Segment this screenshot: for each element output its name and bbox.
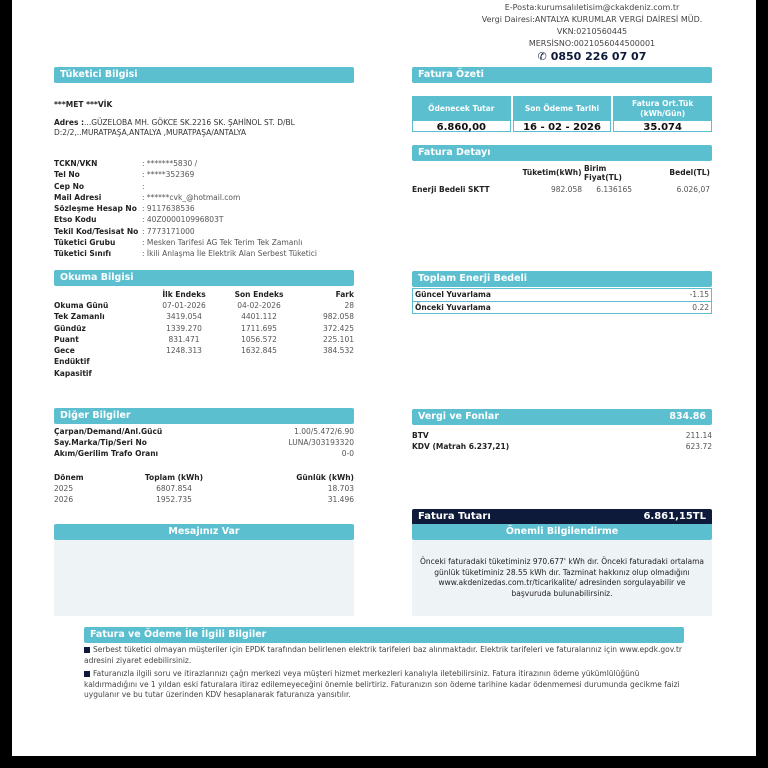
reading-last-index: 1711.695	[241, 323, 277, 333]
consumer-field-value: : 7773171000	[142, 226, 195, 236]
other-row-value: 0-0	[341, 449, 354, 458]
reading-diff	[299, 356, 354, 367]
period-year: 2026	[54, 495, 74, 504]
detail-row-name: Enerji Bedeli SKTT	[412, 185, 490, 194]
consumer-field-label: TCKN/VKN	[54, 159, 98, 168]
reading-first-index: 1339.270	[166, 323, 202, 333]
reading-title: Okuma Bilgisi	[54, 270, 354, 286]
kdv-value: 623.72	[685, 442, 712, 451]
reading-row-label: Okuma Günü	[54, 301, 109, 310]
important-box	[412, 540, 712, 616]
footer-text	[84, 645, 684, 701]
reading-last-index: 04-02-2026	[237, 301, 281, 310]
reading-last-index: 4401.112	[241, 312, 277, 322]
reading-last-index: 1632.845	[241, 346, 277, 356]
consumer-field-value: : *****352369	[142, 170, 195, 180]
reading-row	[54, 311, 354, 322]
important-title: Önemli Bilgilendirme	[412, 524, 712, 540]
reading-diff	[299, 368, 354, 379]
reading-row	[54, 334, 354, 345]
period-total: 6807.854	[156, 484, 192, 493]
reading-last-index: 1056.572	[241, 334, 277, 344]
reading-diff: 28	[344, 301, 354, 310]
reading-first-index: 831.471	[168, 334, 200, 344]
reading-row	[54, 345, 354, 356]
consumer-field-value: : ******cvk_@hotmail.com	[142, 192, 241, 202]
summary-avg: Fatura Ort.Tük (kWh/Gün) 35.074	[613, 96, 712, 132]
consumer-field-row	[54, 214, 317, 225]
bullet-icon	[84, 671, 90, 677]
reading-last-index	[219, 356, 299, 367]
previous-rounding-label: Önceki Yuvarlama	[415, 303, 491, 312]
consumer-field-label: Tüketici Grubu	[54, 238, 116, 248]
company-header	[472, 2, 712, 63]
energy-total-box	[412, 288, 712, 314]
header-vkn: VKN:0210560445	[556, 27, 628, 36]
other-row-label: Çarpan/Demand/Anl.Gücü	[54, 427, 163, 436]
other-row	[54, 437, 354, 448]
consumer-field-value: :	[142, 181, 145, 191]
header-email: E-Posta:kurumsalıletisim@ckakdeniz.com.tr	[504, 3, 680, 12]
detail-row-amount: 6.026,07	[676, 185, 710, 194]
consumer-address: Adres :...GÜZELOBA MH. GÖKCE SK.2216 SK. ŞAHİNOL ST. D/BL D:2/2,..MURATPAŞA,ANTALYA ,MURATPAŞA/ANTALYA	[54, 118, 295, 137]
reading-first-index	[149, 368, 219, 379]
header-phone: 0850 226 07 07	[550, 50, 647, 63]
consumer-field-row	[54, 158, 317, 169]
period-table: Dönem Toplam (kWh) Günlük (kWh) 2025 6807.854 18.703 2026 1952.735 31.496	[54, 473, 354, 504]
consumer-field-row	[54, 248, 317, 259]
kdv-label: KDV (Matrah 6.237,21)	[412, 442, 510, 451]
summary-amount: Ödenecek Tutar 6.860,00	[412, 96, 511, 132]
footer-paragraph-2: Faturanızla ilgili soru ve itirazlarınızı çağrı merkezi veya müşteri hizmet merkezleri kanalıyla iletebilirsiniz. Fatura itirazının ödeme yükümlülüğünü kaldırmadığını ve 1 yıldan eski faturalara itiraz edilemeyeceğini önemle belirtiriz. Faturanızın son ödeme tarihine kadar ödenmemesi durumunda gecikme faizi uygulanır ve bu tutar üzerinden KDV hesaplanarak faturanıza yansıtılır.	[84, 669, 680, 699]
reading-row-label: Gündüz	[54, 323, 86, 333]
reading-first-index: 07-01-2026	[162, 301, 206, 310]
detail-row-kwh: 982.058	[550, 185, 582, 194]
consumer-field-value: : İkili Anlaşma İle Elektrik Alan Serbest Tüketici	[142, 249, 318, 259]
other-title: Diğer Bilgiler	[54, 408, 354, 424]
other-row-value: 1.00/5.472/6.90	[294, 427, 354, 436]
detail-head-amount: Bedel(TL)	[669, 168, 710, 177]
period-daily: 18.703	[327, 484, 354, 493]
period-row	[54, 494, 354, 505]
consumer-field-label: Sözleşme Hesap No	[54, 204, 137, 214]
consumer-field-value: : *******5830 /	[142, 159, 198, 168]
tax-title: Vergi ve Fonlar	[418, 411, 500, 422]
reading-diff: 372.425	[322, 323, 354, 333]
invoice-total-value: 6.861,15TL	[643, 511, 706, 522]
detail-title: Fatura Detayı	[412, 145, 712, 161]
other-table	[54, 426, 354, 459]
other-row-value: LUNA/303193320	[288, 438, 354, 447]
summary-boxes	[412, 96, 712, 132]
reading-row	[54, 323, 354, 334]
btv-value: 211.14	[685, 431, 712, 440]
summary-due-date: Son Ödeme Tarihi 16 - 02 - 2026	[513, 96, 612, 132]
consumer-title: Tüketici Bilgisi	[54, 67, 354, 83]
consumer-name: ***MET ***VİK	[54, 100, 113, 109]
consumer-field-row	[54, 181, 317, 192]
footer-title: Fatura ve Ödeme İle İlgili Bilgiler	[84, 627, 684, 643]
consumer-field-label: Tüketici Sınıfı	[54, 249, 112, 259]
current-rounding-value: -1.15	[689, 290, 709, 299]
reading-table: İlk Endeks Son Endeks Fark Okuma Günü 07-01-2026 04-02-2026 28 Tek Zamanlı 3419.054 4401.112 982.058 Gündüz 1339.270 1711.695 372.425 Puant 831.471 1056.572 225.101 Gece 1248.313 1632.845 384.532 Endüktif Kapasitif	[54, 290, 354, 378]
consumer-field-label: Cep No	[54, 181, 84, 191]
message-title: Mesajınız Var	[54, 524, 354, 540]
period-total: 1952.735	[156, 495, 192, 504]
period-year: 2025	[54, 484, 74, 493]
consumer-field-row	[54, 237, 317, 248]
other-row-label: Say.Marka/Tip/Seri No	[54, 438, 147, 447]
reading-row-label: Kapasitif	[54, 368, 92, 378]
consumer-field-row	[54, 169, 317, 180]
detail-head-kwh: Tüketim(kWh)	[522, 168, 582, 177]
reading-row	[54, 368, 354, 379]
reading-last-index	[219, 368, 299, 379]
bullet-icon	[84, 647, 90, 653]
reading-row-label: Endüktif	[54, 357, 90, 367]
header-mersis: MERSİSNO:0021056044500001	[528, 39, 656, 48]
detail-head-price: Birim Fiyat(TL)	[584, 164, 622, 182]
other-row	[54, 426, 354, 437]
reading-first-index: 1248.313	[166, 346, 202, 356]
header-tax-office: Vergi Dairesi:ANTALYA KURUMLAR VERGİ DAİRESİ MÜD.	[481, 15, 703, 24]
consumer-field-label: Tel No	[54, 170, 80, 180]
reading-row-label: Puant	[54, 334, 79, 344]
consumer-field-row	[54, 226, 317, 237]
tax-title-bar	[412, 409, 712, 425]
energy-total-title: Toplam Enerji Bedeli	[412, 271, 712, 287]
reading-row-label: Tek Zamanlı	[54, 312, 105, 322]
reading-first-index	[149, 356, 219, 367]
consumer-field-label: Etso Kodu	[54, 215, 97, 225]
invoice-page	[12, 0, 756, 756]
period-row	[54, 483, 354, 494]
phone-icon: ✆	[537, 50, 547, 63]
consumer-field-value: : Mesken Tarifesi AG Tek Terim Tek Zamanlı	[142, 238, 303, 248]
reading-row	[54, 300, 354, 311]
consumer-field-label: Mail Adresi	[54, 192, 102, 202]
consumer-field-value: : 9117638536	[142, 204, 195, 214]
consumer-field-row	[54, 203, 317, 214]
other-row-label: Akım/Gerilim Trafo Oranı	[54, 449, 159, 458]
message-box	[54, 540, 354, 616]
reading-diff: 384.532	[322, 346, 354, 356]
consumer-field-row	[54, 192, 317, 203]
detail-row-price: 6.136165	[596, 185, 632, 194]
current-rounding-label: Güncel Yuvarlama	[415, 290, 491, 299]
summary-title: Fatura Özeti	[412, 67, 712, 83]
footer-paragraph-1: Serbest tüketici olmayan müşteriler için EPDK tarafından belirlenen elektrik tarifeleri baz alınmaktadır. Elektrik tarifeleri ve faturalarınız için www.epdk.gov.tr adresini ziyaret edebilirsiniz.	[84, 645, 683, 665]
btv-label: BTV	[412, 431, 429, 440]
consumer-field-label: Tekil Kod/Tesisat No	[54, 226, 139, 236]
important-text: Önceki faturadaki tüketiminiz 970.677' kWh dır. Önceki faturadaki ortalama günlük tüketiminiz 28.55 kWh dır. Tazminat hakkınız olup olmadığını www.akdenizedas.com.tr/ticarikalite/ adresinden sorgulayabilir ve başvuruda bulunabilirsiniz.	[419, 557, 705, 598]
reading-diff: 225.101	[322, 334, 354, 344]
reading-first-index: 3419.054	[166, 312, 202, 322]
consumer-fields	[54, 158, 317, 260]
previous-rounding-value: 0.22	[692, 303, 709, 312]
other-row	[54, 448, 354, 459]
invoice-total-bar	[412, 509, 712, 525]
period-daily: 31.496	[327, 495, 354, 504]
reading-row-label: Gece	[54, 346, 75, 356]
invoice-total-label: Fatura Tutarı	[418, 511, 491, 522]
tax-rows	[412, 430, 712, 452]
tax-total: 834.86	[669, 411, 706, 422]
reading-row	[54, 356, 354, 367]
reading-diff: 982.058	[322, 312, 354, 322]
consumer-field-value: : 40Z000010996803T	[142, 215, 224, 225]
